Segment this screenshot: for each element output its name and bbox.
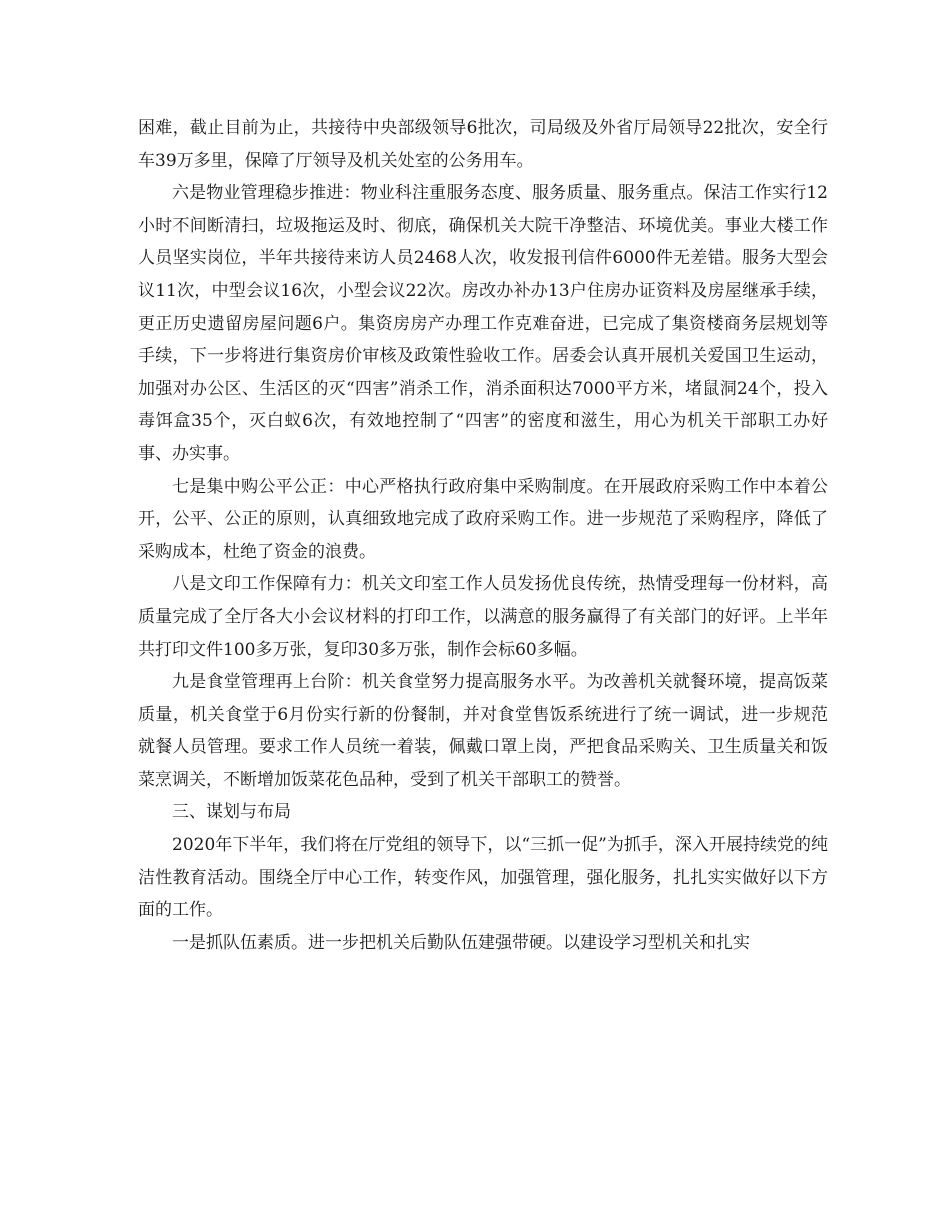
paragraph-canteen: 九是食堂管理再上台阶：机关食堂努力提高服务水平。为改善机关就餐环境，提高饭菜质量，机关食堂于6月份实行新的份餐制，并对食堂售饭系统进行了统一调试，进一步规范就餐人员管理。要求工作人员统一着装，佩戴口罩上岗，严把食品采购关、卫生质量关和饭菜烹调关，不断增加饭菜花色品种，受到了机关干部职工的赞誉。 (138, 672, 828, 790)
paragraph-team-quality: 一是抓队伍素质。进一步把机关后勤队伍建强带硬。以建设学习型机关和扎实 (172, 932, 750, 953)
paragraph-continuation: 困难，截止目前为止，共接待中央部级领导6批次，司局级及外省厅局领导22批次，安全行车39万多里，保障了厅领导及机关处室的公务用车。 (138, 118, 828, 171)
section-heading: 三、谋划与布局 (172, 802, 291, 823)
paragraph-procurement: 七是集中购公平公正：中心严格执行政府集中采购制度。在开展政府采购工作中本着公开，公平、公正的原则，认真细致地完成了政府采购工作。进一步规范了采购程序，降低了采购成本，杜绝了资金的浪费。 (138, 476, 828, 562)
document-body (138, 112, 828, 959)
paragraph-printing: 八是文印工作保障有力：机关文印室工作人员发扬优良传统，热情受理每一份材料，高质量完成了全厅各大小会议材料的打印工作，以满意的服务赢得了有关部门的好评。上半年共打印文件100多万张，复印30多万张，制作会标60多幅。 (138, 574, 828, 660)
paragraph-property-management: 六是物业管理稳步推进：物业科注重服务态度、服务质量、服务重点。保洁工作实行12小时不间断清扫，垃圾拖运及时、彻底，确保机关大院干净整洁、环境优美。事业大楼工作人员坚实岗位，半年共接待来访人员2468人次，收发报刊信件6000件无差错。服务大型会议11次，中型会议16次，小型会议22次。房改办补办13户住房办证资料及房屋继承手续，更正历史遗留房屋问题6户。集资房房产办理工作克难奋进，已完成了集资楼商务层规划等手续，下一步将进行集资房价审核及政策性验收工作。居委会认真开展机关爱国卫生运动，加强对办公区、生活区的灭“四害”消杀工作，消杀面积达7000平方米，堵鼠洞24个，投入毒饵盒35个，灭白蚁6次，有效地控制了“四害”的密度和滋生，用心为机关干部职工办好事、办实事。 (138, 183, 828, 464)
paragraph-plan-intro: 2020年下半年，我们将在厅党组的领导下，以“三抓一促”为抓手，深入开展持续党的纯洁性教育活动。围绕全厅中心工作，转变作风，加强管理，强化服务，扎扎实实做好以下方面的工作。 (138, 835, 828, 921)
